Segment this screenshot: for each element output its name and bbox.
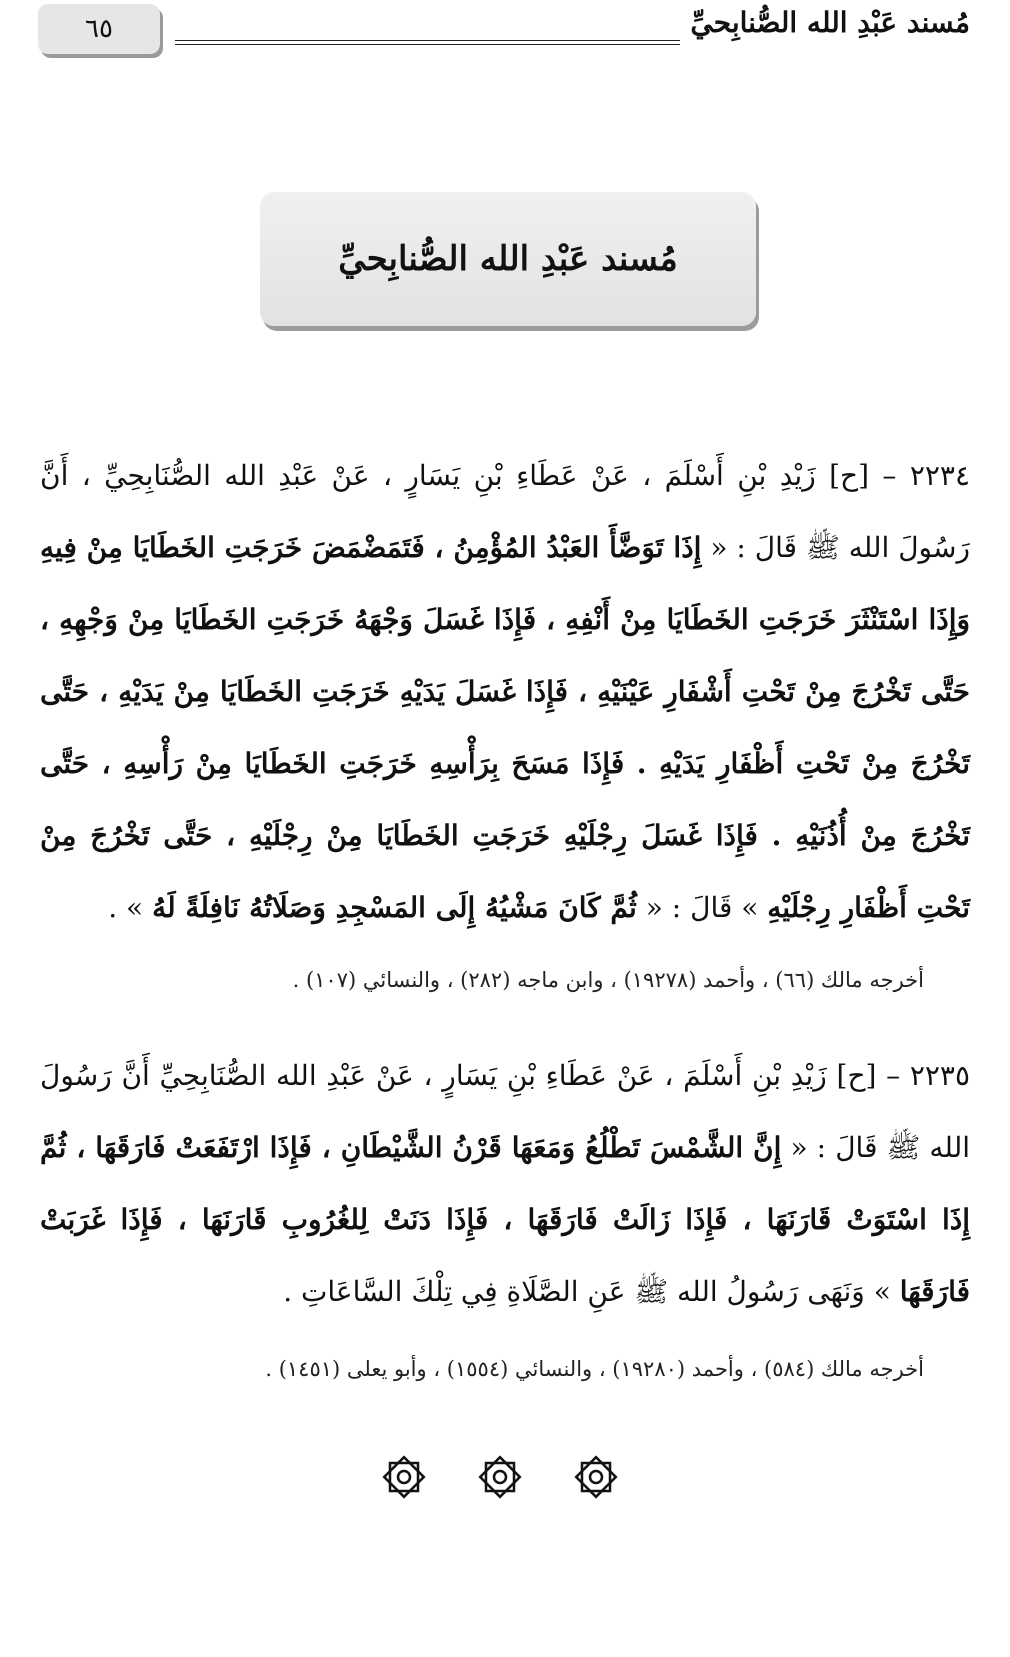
takhrij-2235: أخرجه مالك (٥٨٤) ، وأحمد (١٩٢٨٠) ، والنسائي (١٥٥٤) ، وأبو يعلى (١٤٥١) .: [265, 1357, 924, 1381]
takhrij-2234: أخرجه مالك (٦٦) ، وأحمد (١٩٢٧٨) ، وابن ماجه (٢٨٢) ، والنسائي (١٠٧) .: [292, 968, 924, 992]
hadith-after: » وَنَهَى رَسُولُ الله ﷺ عَنِ الصَّلَاةِ فِي تِلْكَ السَّاعَاتِ .: [283, 1275, 891, 1308]
page-number-text: ٦٥: [85, 14, 113, 44]
star-ornament-icon: [380, 1453, 428, 1501]
running-title: مُسند عَبْدِ الله الصُّنابِحيِّ: [690, 6, 970, 39]
star-ornament-icon: [476, 1453, 524, 1501]
hadith-2235: [40, 1040, 970, 1328]
hadith-matn-2: ثُمَّ كَانَ مَشْيُهُ إِلَى المَسْجِدِ وَصَلَاتُهُ نَافِلَةً لَهُ: [152, 891, 637, 924]
hadith-number: ٢٢٣٥ – [ح]: [836, 1059, 970, 1092]
page-number: [38, 4, 160, 54]
hadith-isnad: زَيْدِ بْنِ أَسْلَمَ ، عَنْ عَطَاءِ بْنِ يَسَارٍ ، عَنْ عَبْدِ الله الصُّنَابِحِيِّ ، أَنَّ رَسُولَ الله ﷺ قَالَ : «: [40, 459, 970, 564]
section-end-ornaments: [380, 1452, 620, 1502]
hadith-2234: [40, 440, 970, 944]
hadith-matn: إِنَّ الشَّمْسَ تَطْلُعُ وَمَعَهَا قَرْنُ الشَّيْطَانِ ، فَإِذَا ارْتَفَعَتْ فَارَقَهَا ، ثُمَّ إِذَا اسْتَوَتْ قَارَنَهَا ، فَإِذَا زَالَتْ فَارَقَهَا ، فَإِذَا دَنَتْ لِلغُرُوبِ قَارَنَهَا ، فَإِذَا غَرَبَتْ فَارَقَهَا: [40, 1131, 971, 1308]
section-title-box: [260, 192, 756, 326]
header-rule: [175, 40, 680, 45]
page-header: [0, 0, 1010, 70]
hadith-matn: إِذَا تَوَضَّأَ العَبْدُ المُؤْمِنُ ، فَتَمَضْمَضَ خَرَجَتِ الخَطَايَا مِنْ فِيهِ وَإِذَا اسْتَنْثَرَ خَرَجَتِ الخَطَايَا مِنْ أَنْفِهِ ، فَإِذَا غَسَلَ وَجْهَهُ خَرَجَتِ الخَطَايَا مِنْ وَجْهِهِ ، حَتَّى تَخْرُجَ مِنْ تَحْتِ أَشْفَارِ عَيْنَيْهِ ، فَإِذَا غَسَلَ يَدَيْهِ خَرَجَتِ الخَطَايَا مِنْ يَدَيْهِ ، حَتَّى تَخْرُجَ مِنْ تَحْتِ أَظْفَارِ يَدَيْهِ . فَإِذَا مَسَحَ بِرَأْسِهِ خَرَجَتِ الخَطَايَا مِنْ رَأْسِهِ ، حَتَّى تَخْرُجَ مِنْ أُذُنَيْهِ . فَإِذَا غَسَلَ رِجْلَيْهِ خَرَجَتِ الخَطَايَا مِنْ رِجْلَيْهِ ، حَتَّى تَخْرُجَ مِنْ تَحْتِ أَظْفَارِ رِجْلَيْهِ: [40, 531, 971, 924]
star-ornament-icon: [572, 1453, 620, 1501]
hadith-end: » .: [108, 891, 144, 924]
hadith-number: ٢٢٣٤ – [ح]: [829, 459, 970, 492]
hadith-after: » قَالَ : «: [645, 891, 759, 924]
section-title: مُسند عَبْدِ الله الصُّنابِحيِّ: [338, 239, 678, 279]
hadith-isnad: زَيْدِ بْنِ أَسْلَمَ ، عَنْ عَطَاءِ بْنِ يَسَارٍ ، عَنْ عَبْدِ الله الصُّنَابِحِيِّ أَنَّ رَسُولَ الله ﷺ قَالَ : «: [40, 1059, 971, 1164]
